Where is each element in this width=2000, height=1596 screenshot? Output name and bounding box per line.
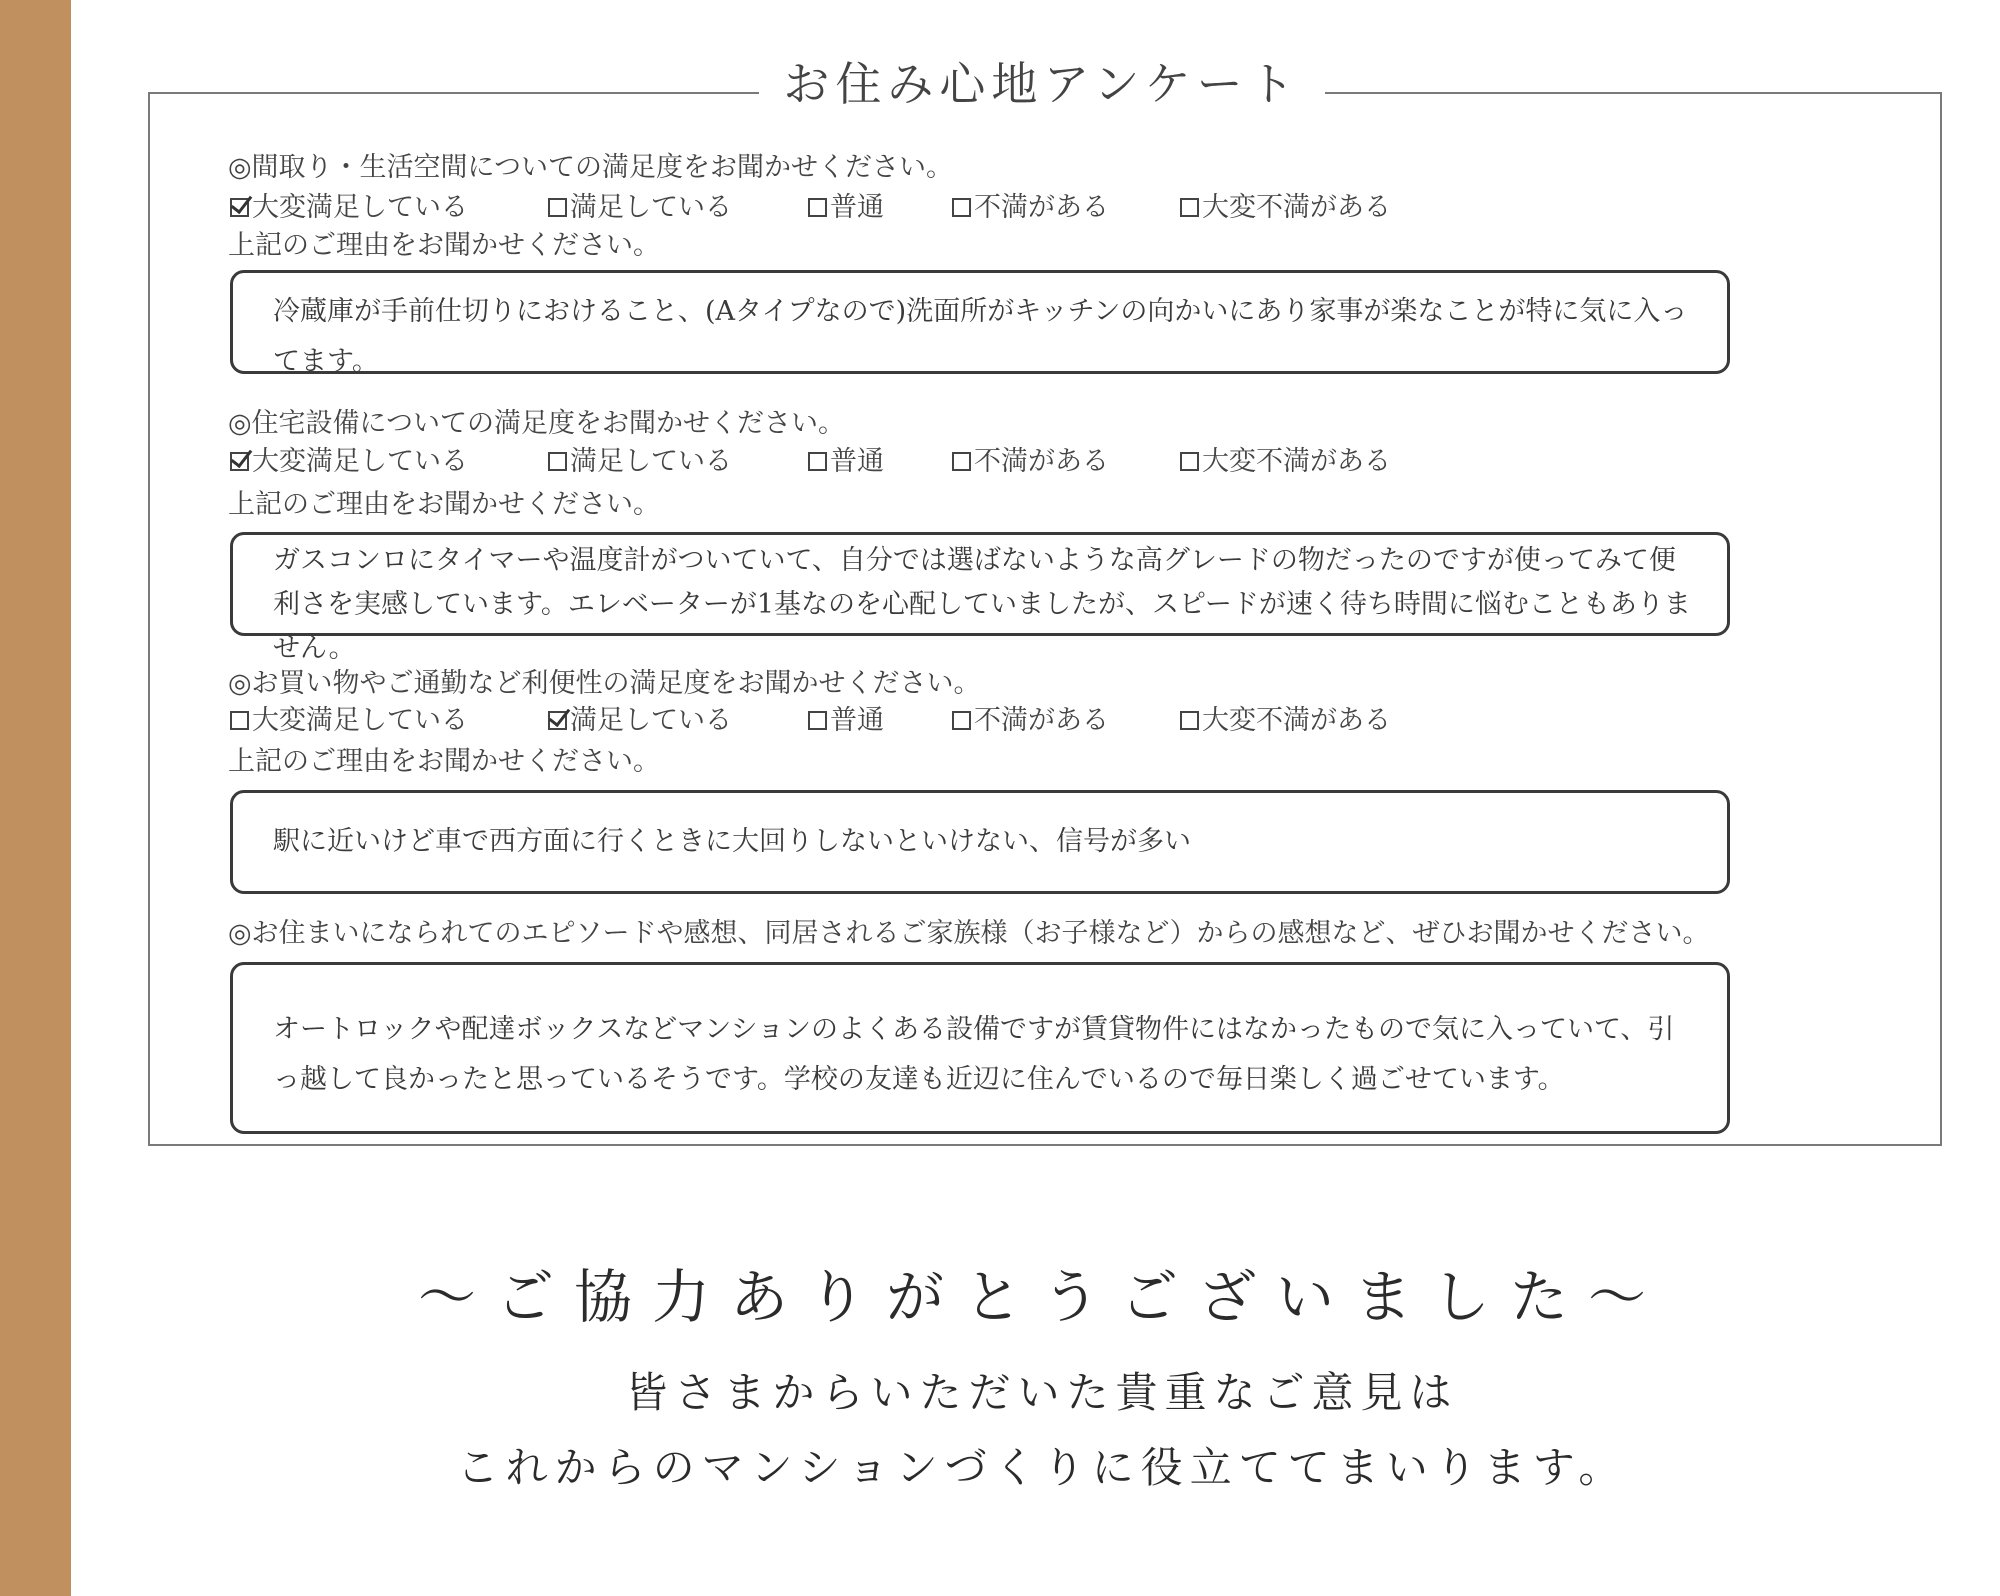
option-dissatisfied[interactable]: 不満がある [952, 445, 1109, 479]
reason-label: 上記のご理由をお聞かせください。 [228, 489, 660, 520]
answer-box-convenience[interactable] [230, 790, 1730, 894]
answer-text: 駅に近いけど車で西方面に行くときに大回りしないといけない、信号が多い [273, 826, 1191, 857]
answer-text: 冷蔵庫が手前仕切りにおけること、(Aタイプなので)洗面所がキッチンの向かいにあり家事が楽なことが特に気に入ってます。 [273, 296, 1688, 377]
checkbox-icon[interactable] [548, 198, 567, 217]
reason-label: 上記のご理由をお聞かせください。 [228, 230, 660, 261]
side-accent-bar [0, 0, 71, 1596]
option-satisfied[interactable]: 満足している [548, 191, 732, 225]
option-dissatisfied[interactable]: 不満がある [952, 704, 1109, 738]
survey-title: お住み心地アンケート [0, 52, 2000, 116]
option-very-dissatisfied[interactable]: 大変不満がある [1180, 445, 1391, 479]
option-neutral[interactable]: 普通 [808, 704, 884, 738]
options-equipment [230, 445, 1530, 479]
option-satisfied[interactable]: 満足している [548, 445, 732, 479]
option-very-satisfied[interactable]: 大変満足している [230, 445, 468, 479]
answer-box-layout[interactable] [230, 270, 1730, 377]
option-very-dissatisfied[interactable]: 大変不満がある [1180, 191, 1391, 225]
option-neutral[interactable]: 普通 [808, 191, 884, 225]
reason-label: 上記のご理由をお聞かせください。 [228, 746, 660, 777]
question-episode: ◎お住まいになられてのエピソードや感想、同居されるご家族様（お子様など）からの感想など、ぜひお聞かせください。 [228, 918, 1710, 949]
option-neutral[interactable]: 普通 [808, 445, 884, 479]
option-very-satisfied[interactable]: 大変満足している [230, 704, 468, 738]
options-layout [230, 191, 1530, 225]
closing-line-2: これからのマンションづくりに役立ててまいります。 [456, 1443, 1628, 1492]
checkbox-icon[interactable] [230, 711, 249, 730]
option-dissatisfied[interactable]: 不満がある [952, 191, 1109, 225]
answer-box-equipment[interactable] [230, 532, 1730, 664]
checkbox-icon[interactable] [952, 711, 971, 730]
question-layout-satisfaction: ◎間取り・生活空間についての満足度をお聞かせください。 [228, 152, 954, 183]
checkbox-icon[interactable] [548, 711, 567, 730]
question-convenience-satisfaction: ◎お買い物やご通勤など利便性の満足度をお聞かせください。 [228, 668, 981, 699]
checkbox-icon[interactable] [230, 452, 249, 471]
checkbox-icon[interactable] [1180, 711, 1199, 730]
checkbox-icon[interactable] [952, 198, 971, 217]
checkbox-icon[interactable] [808, 452, 827, 471]
answer-text: オートロックや配達ボックスなどマンションのよくある設備ですが賃貸物件にはなかったもので気に入っていて、引っ越して良かったと思っているそうです。学校の友達も近辺に住んでいるので毎日楽しく過ごせています。 [273, 1014, 1675, 1095]
option-very-dissatisfied[interactable]: 大変不満がある [1180, 704, 1391, 738]
checkbox-icon[interactable] [548, 452, 567, 471]
checkbox-icon[interactable] [1180, 452, 1199, 471]
checkbox-icon[interactable] [230, 198, 249, 217]
answer-text: ガスコンロにタイマーや温度計がついていて、自分では選ばないような高グレードの物だったのですが使ってみて便利さを実感しています。エレベーターが1基なのを心配していましたが、スピードが速く待ち時間に悩むこともありません。 [273, 545, 1691, 664]
answer-box-episode[interactable] [230, 962, 1730, 1134]
options-convenience [230, 704, 1530, 738]
thanks-heading: ～ご協力ありがとうございました～ [417, 1263, 1666, 1331]
option-satisfied[interactable]: 満足している [548, 704, 732, 738]
checkbox-icon[interactable] [808, 711, 827, 730]
checkbox-icon[interactable] [1180, 198, 1199, 217]
closing-line-1: 皆さまからいただいた貴重なご意見は [625, 1368, 1459, 1417]
checkbox-icon[interactable] [952, 452, 971, 471]
checkbox-icon[interactable] [808, 198, 827, 217]
question-equipment-satisfaction: ◎住宅設備についての満足度をお聞かせください。 [228, 408, 846, 439]
option-very-satisfied[interactable]: 大変満足している [230, 191, 468, 225]
